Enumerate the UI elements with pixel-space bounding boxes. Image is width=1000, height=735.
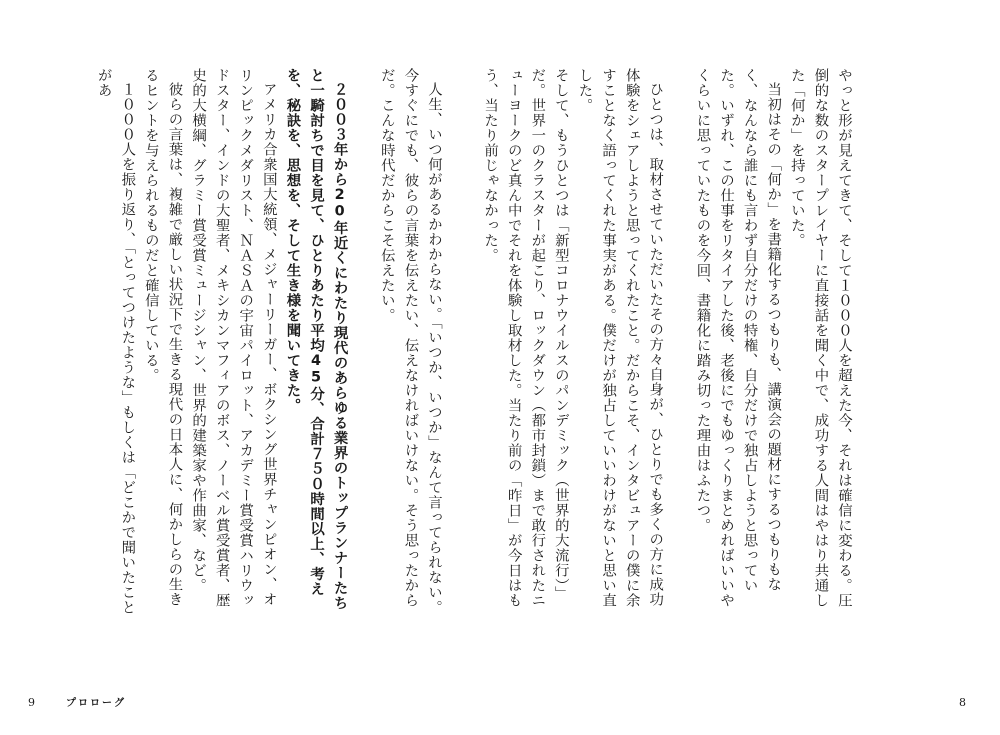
paragraph-bold: ２００３年から20年近くにわたり現代のあらゆる業界のトップランナーたちと一騎討ちで目を見て、ひとりあたり平均45分、合計７５０時間以上、考えを、秘訣を、思想を、そして生き様を聞いてきた。 xyxy=(284,68,348,611)
paragraph: 人生、いつ何があるかわからない。「いつか、いつか」なんて言ってられない。今すぐにでも、彼らの言葉を伝えたい、伝えなければいけない。そう思ったからだ。こんな時代だからこそ伝えたい。 xyxy=(378,68,442,616)
paragraph: アメリカ合衆国大統領、メジャーリーガー、ボクシング世界チャンピオン、オリンピックメダリスト、ＮＡＳＡの宇宙パイロット、アカデミー賞受賞ハリウッドスター、インドの大聖者、メキシカンマフィアのボス、ノーベル賞受賞者、歴史的大横綱、グラミー賞受賞ミュージシャン、世界的建築家や作曲家、など。 xyxy=(190,68,277,608)
page-number-left: 9 xyxy=(28,696,35,709)
paragraph: １０００人を振り返り、「とってつけたような」もしくは「どこかで聞いたことがあ xyxy=(95,68,136,616)
paragraph: やっと形が見えてきて、そして１０００人を超えた今、それは確信に変わる。圧倒的な数のスタープレイヤーに直接話を聞く中で、成功する人間はやはり共通した「何か」を持っていた。 xyxy=(788,68,852,608)
paragraph: 彼らの言葉は、複雑で厳しい状況下で生きる現代の日本人に、何かしらの生きるヒントを与えられるものだと確信している。 xyxy=(142,68,183,608)
left-page-body xyxy=(95,68,445,616)
page-number-right: 8 xyxy=(959,696,966,709)
paragraph-gap xyxy=(351,68,375,78)
paragraph: 当初はその「何か」を書籍化するつもりも、講演会の題材にするつもりもなく、なんなら誰にも言わず自分だけの特権、自分だけで独占しようと思っていた。いずれ、この仕事をリタイアした後、老後にでもゆっくりまとめればいいやくらいに思っていたものを今回、書籍化に踏み切った理由はふたつ。 xyxy=(694,68,782,608)
paragraph: ひとつは、取材させていただいたその方々自身が、ひとりでも多くの方に成功体験をシェアしようと思ってくれたこと。だからこそ、インタビュアーの僕に余すことなく語ってくれた事実がある。僕だけが独占していいわけがないと思い直した。 xyxy=(576,68,664,608)
paragraph: そして、もうひとつは「新型コロナウイルスのパンデミック（世界的大流行）」だ。世界一のクラスターが起こり、ロックダウン（都市封鎖）まで敢行されたニューヨークのど真ん中でそれを体験し取材した。当たり前の「昨日」が今日はもう、当たり前じゃなかった。 xyxy=(482,68,569,608)
running-head: プロローグ xyxy=(66,698,126,709)
right-page-body xyxy=(482,68,855,616)
paragraph-gap xyxy=(666,68,690,78)
